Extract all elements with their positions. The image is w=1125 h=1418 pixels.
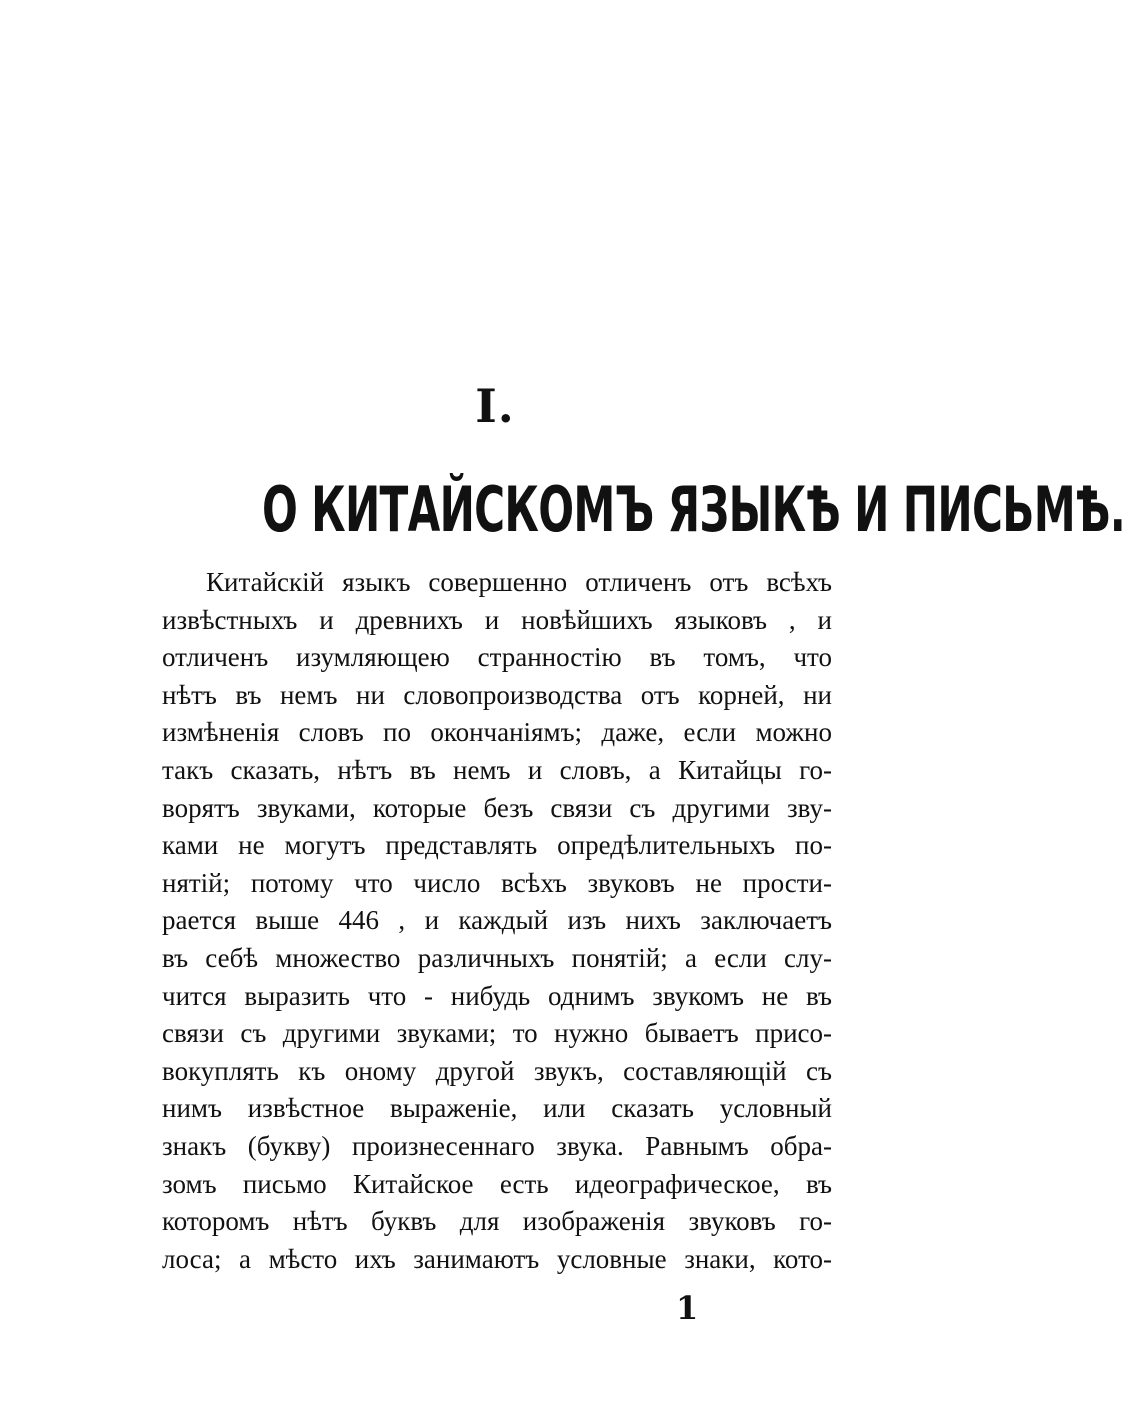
text-line: чится выразить что - нибудь однимъ звукомъ не въ	[162, 980, 832, 1011]
text-line: Китайскiй языкъ совершенно отличенъ отъ всѣхъ	[206, 567, 832, 597]
chapter-number: I.	[475, 379, 515, 433]
text-line: отличенъ изумляющею странностiю въ томъ, что	[162, 642, 832, 673]
page-number: 1	[676, 1289, 699, 1327]
text-line: ками не могутъ представлять опредѣлительныхъ по-	[162, 830, 832, 861]
text-line: ворятъ звуками, которые безъ связи съ другими зву-	[162, 792, 832, 823]
text-line: нѣтъ въ немъ ни словопроизводства отъ корней, ни	[162, 679, 832, 710]
text-line: въ себѣ множество различныхъ понятiй; а если слу-	[162, 942, 832, 973]
text-line: связи съ другими звуками; то нужно бываетъ присо-	[162, 1018, 832, 1049]
text-line: рается выше 446 , и каждый изъ нихъ заключаетъ	[162, 905, 832, 936]
text-line: лоса; а мѣсто ихъ занимаютъ условные знаки, кото-	[162, 1243, 832, 1274]
body-paragraph	[162, 564, 832, 1278]
text-line: знакъ (букву) произнесеннаго звука. Равнымъ обра-	[162, 1130, 832, 1161]
text-line: такъ сказать, нѣтъ въ немъ и словъ, а Китайцы го-	[162, 754, 832, 785]
text-line: вокуплять къ оному другой звукъ, составляющiй съ	[162, 1055, 832, 1086]
text-line: нимъ извѣстное выраженiе, или сказать условный	[162, 1093, 832, 1124]
text-line: нятiй; потому что число всѣхъ звуковъ не прости-	[162, 867, 832, 898]
chapter-title: О КИТАЙСКОМЪ ЯЗЫКѢ И ПИСЬМѢ.	[262, 473, 1125, 546]
text-line: измѣненiя словъ по окончанiямъ; даже, если можно	[162, 717, 832, 748]
text-line: извѣстныхъ и древнихъ и новѣйшихъ языковъ , и	[162, 604, 832, 635]
text-line: зомъ письмо Китайское есть идеографическое, въ	[162, 1168, 832, 1199]
text-line: которомъ нѣтъ буквъ для изображенiя звуковъ го-	[162, 1206, 832, 1237]
